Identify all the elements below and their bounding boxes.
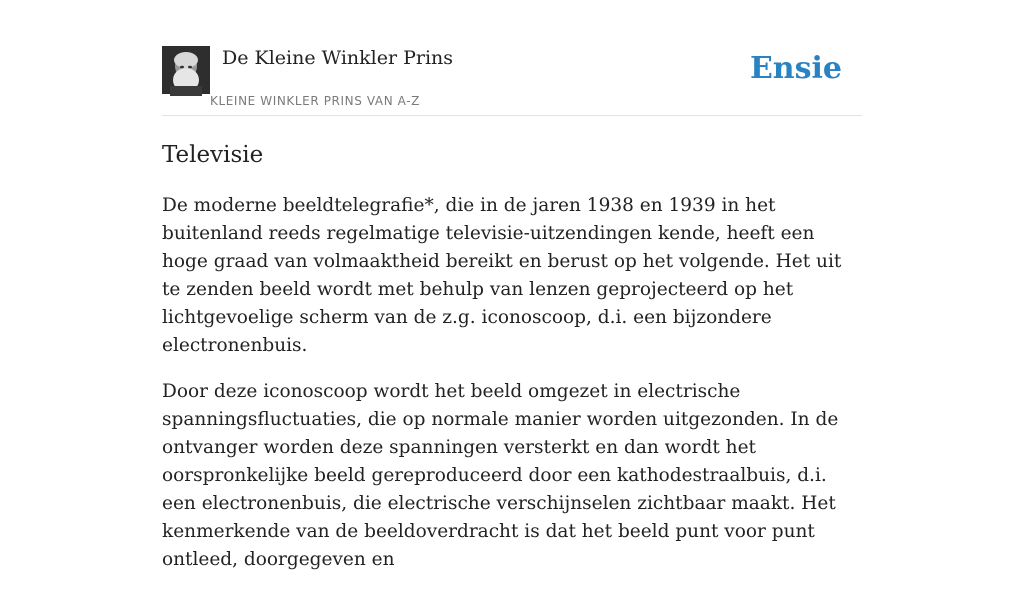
article-body bbox=[162, 192, 862, 592]
author-avatar[interactable] bbox=[162, 46, 210, 94]
portrait-image bbox=[162, 46, 210, 94]
article-title: Televisie bbox=[162, 142, 264, 168]
article-paragraph: De moderne beeldtelegrafie*, die in de jaren 1938 en 1939 in het buitenland reeds regelmatige televisie-uitzendingen kende, heeft een hoge graad van volmaaktheid bereikt en berust op het volgende. Het uit te zenden beeld wordt met behulp van lenzen geprojecteerd op het lichtgevoelige scherm van de z.g. iconoscoop, d.i. een bijzondere electronenbuis. bbox=[162, 195, 842, 356]
brand-logo[interactable]: Ensie bbox=[749, 51, 842, 86]
source-label[interactable]: KLEINE WINKLER PRINS VAN A-Z bbox=[210, 94, 420, 108]
page-container bbox=[162, 0, 862, 570]
article-paragraph: Door deze iconoscoop wordt het beeld omgezet in electrische spanningsfluctuaties, die op normale manier worden uitgezonden. In de ontvanger worden deze spanningen versterkt en dan wordt het oorspronkelijke beeld gereproduceerd door een kathodestraalbuis, d.i. een electronenbuis, die electrische verschijnselen zichtbaar maakt. Het kenmerkende van de beeldoverdracht is dat het beeld punt voor punt ontleed, doorgegeven en bbox=[162, 381, 839, 570]
author-name[interactable]: De Kleine Winkler Prins bbox=[222, 47, 454, 69]
page-header bbox=[162, 0, 862, 116]
